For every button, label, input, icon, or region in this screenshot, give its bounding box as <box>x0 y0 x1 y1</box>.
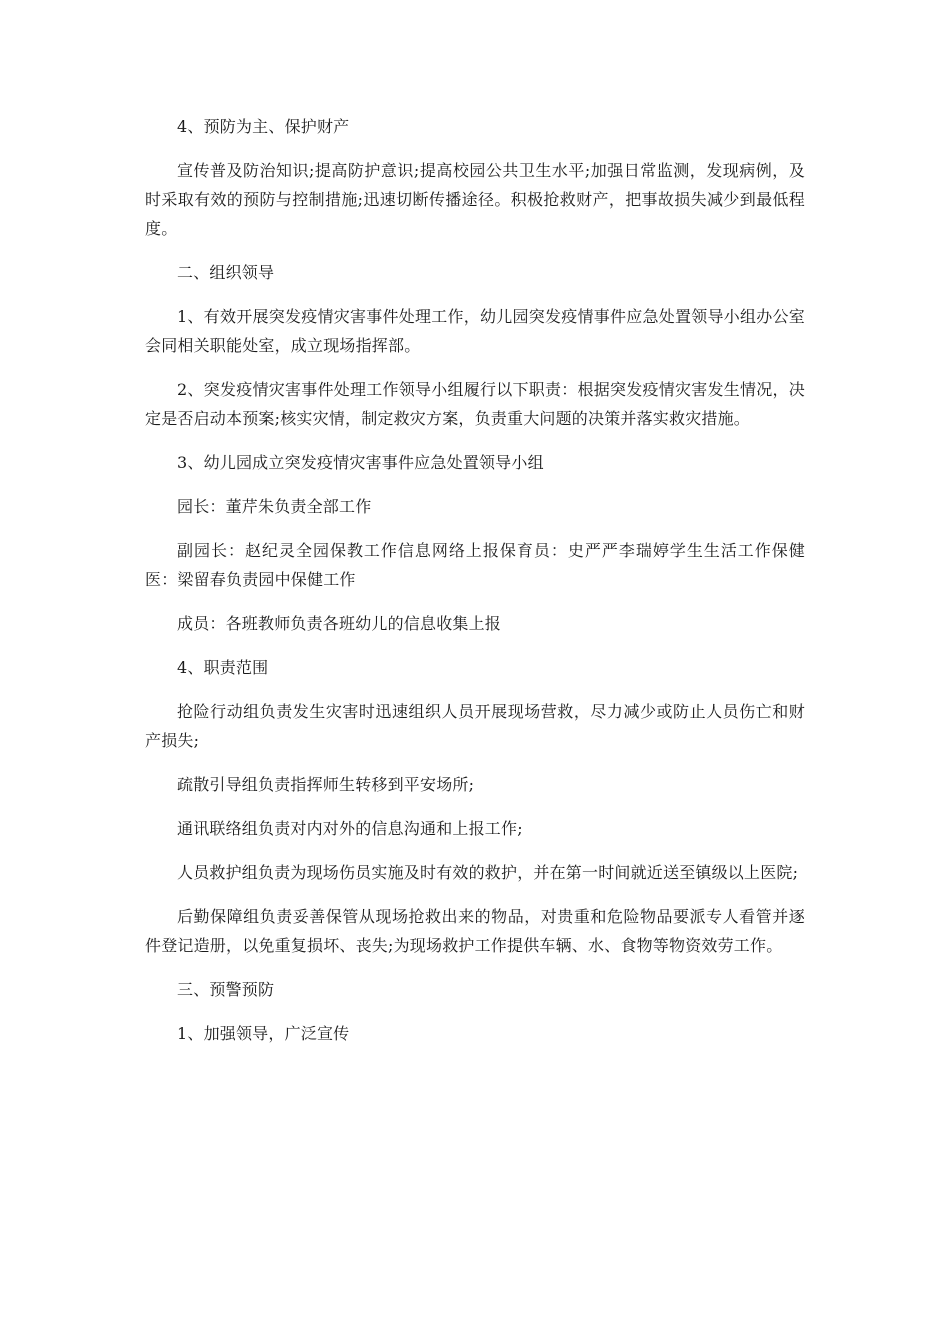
paragraph-logistics-group: 后勤保障组负责妥善保管从现场抢救出来的物品，对贵重和危险物品要派专人看管并逐件登记造册，以免重复损坏、丧失;为现场救护工作提供车辆、水、食物等物资效劳工作。 <box>145 907 805 955</box>
paragraph-org-item-3: 3、幼儿园成立突发疫情灾害事件应急处置领导小组 <box>177 453 544 472</box>
document-body <box>145 112 805 1063</box>
paragraph-members: 成员：各班教师负责各班幼儿的信息收集上报 <box>177 614 502 633</box>
section-heading-organization: 二、组织领导 <box>177 263 275 282</box>
paragraph-communication-group: 通讯联络组负责对内对外的信息沟通和上报工作; <box>177 819 523 838</box>
paragraph-org-item-1: 1、有效开展突发疫情灾害事件处理工作，幼儿园突发疫情事件应急处置领导小组办公室会同相关职能处室，成立现场指挥部。 <box>145 307 805 355</box>
paragraph-director: 园长：董芹朱负责全部工作 <box>177 497 372 516</box>
paragraph-org-item-2: 2、突发疫情灾害事件处理工作领导小组履行以下职责：根据突发疫情灾害发生情况，决定是否启动本预案;核实灾情，制定救灾方案，负责重大问题的决策并落实救灾措施。 <box>145 380 805 428</box>
paragraph-rescue-group: 抢险行动组负责发生灾害时迅速组织人员开展现场营救，尽力减少或防止人员伤亡和财产损失; <box>145 702 805 750</box>
paragraph-vice-director: 副园长：赵纪灵全园保教工作信息网络上报保育员：史严严李瑞婷学生生活工作保健医：梁留春负责园中保健工作 <box>145 541 805 589</box>
paragraph-warning-item-1: 1、加强领导，广泛宣传 <box>177 1024 350 1043</box>
paragraph-evacuation-group: 疏散引导组负责指挥师生转移到平安场所; <box>177 775 475 794</box>
paragraph-medical-group: 人员救护组负责为现场伤员实施及时有效的救护，并在第一时间就近送至镇级以上医院; <box>177 863 799 882</box>
section-heading-prevention: 4、预防为主、保护财产 <box>177 117 350 136</box>
paragraph-prevention-detail: 宣传普及防治知识;提高防护意识;提高校园公共卫生水平;加强日常监测，发现病例，及时采取有效的预防与控制措施;迅速切断传播途径。积极抢救财产，把事故损失减少到最低程度。 <box>145 161 805 238</box>
section-heading-early-warning: 三、预警预防 <box>177 980 275 999</box>
section-heading-responsibilities: 4、职责范围 <box>177 658 269 677</box>
